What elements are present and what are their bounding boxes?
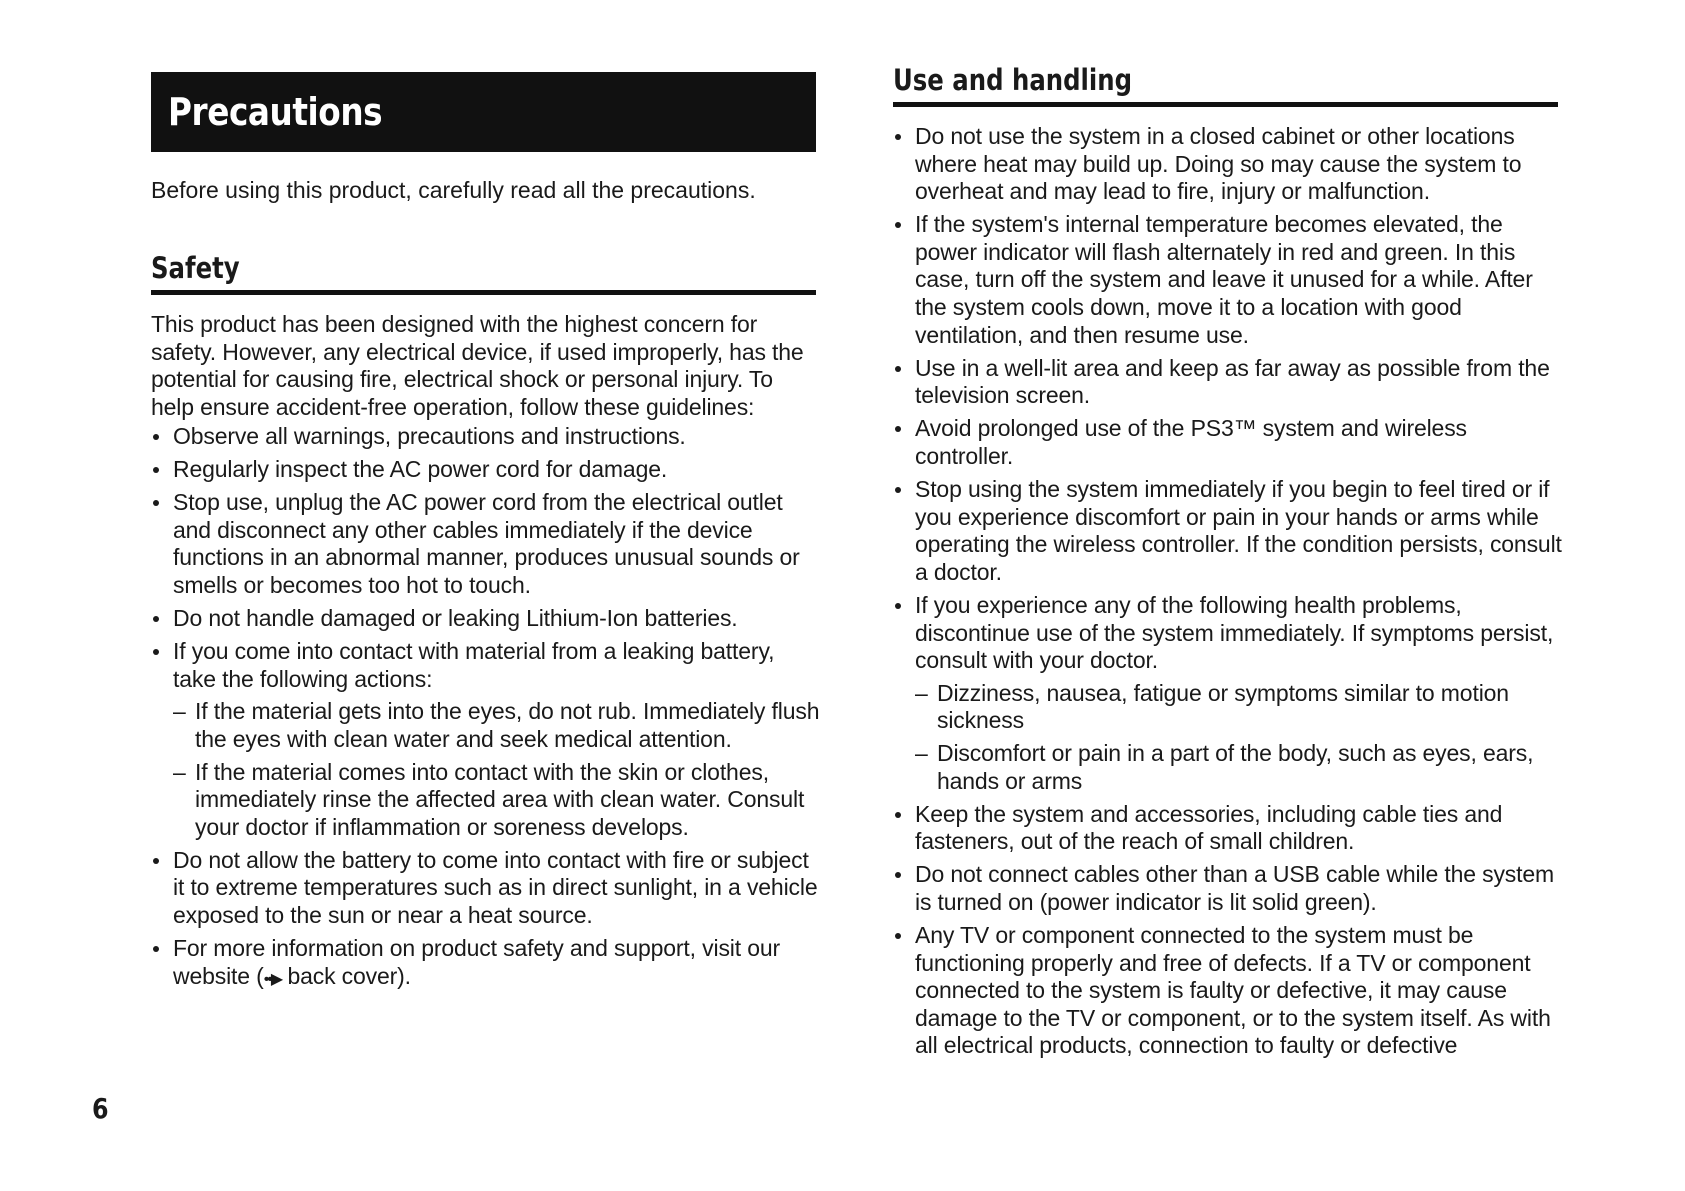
website-text-prefix: For more information on product safety and support, visit our website ( xyxy=(173,935,781,989)
list-item: Stop using the system immediately if you begin to feel tired or if you experience discomfort or pain in your hands or arms while operating the wireless controller. If the condition persists, consult a doctor. xyxy=(893,476,1565,586)
page-intro: Before using this product, carefully read all the precautions. xyxy=(151,177,756,203)
sub-list-item: – If the material gets into the eyes, do not rub. Immediately flush the eyes with clean water and seek medical attention. xyxy=(173,698,823,753)
list-item: Observe all warnings, precautions and instructions. xyxy=(151,423,823,451)
list-item: Use in a well-lit area and keep as far away as possible from the television screen. xyxy=(893,355,1565,410)
safety-heading: Safety xyxy=(151,251,240,285)
use-handling-section-header xyxy=(893,62,1558,107)
list-item: Do not use the system in a closed cabinet or other locations where heat may build up. Doing so may cause the system to overheat and may lead to fire, injury or malfunction. xyxy=(893,123,1565,206)
arrow-right-icon: ••▶ xyxy=(263,970,282,988)
safety-intro: This product has been designed with the highest concern for safety. However, any electrical device, if used improperly, has the potential for causing fire, electrical shock or personal injury. To help ensure accident-free operation, follow these guidelines: xyxy=(151,311,804,420)
use-handling-heading: Use and handling xyxy=(893,63,1133,97)
page-number: 6 xyxy=(92,1092,109,1125)
list-item xyxy=(893,592,1565,795)
sub-list-item: – If the material comes into contact with the skin or clothes, immediately rinse the affected area with clean water. Consult your doctor if inflammation or soreness develops. xyxy=(173,759,823,842)
use-handling-list xyxy=(893,123,1565,1066)
list-item xyxy=(151,935,823,993)
list-item: If the system's internal temperature becomes elevated, the power indicator will flash alternately in red and green. In this case, turn off the system and leave it unused for a while. After the system cools down, move it to a location with good ventilation, and then resume use. xyxy=(893,211,1565,349)
list-item: Do not allow the battery to come into contact with fire or subject it to extreme temperatures such as in direct sunlight, in a vehicle exposed to the sun or near a heat source. xyxy=(151,847,823,930)
list-item: Do not handle damaged or leaking Lithium-Ion batteries. xyxy=(151,605,823,633)
list-item: Any TV or component connected to the system must be functioning properly and free of defects. If a TV or component connected to the system is faulty or defective, it may cause damage to the TV or component, or to the system itself. As with all electrical products, connection to faulty or defective xyxy=(893,922,1565,1060)
list-item-text: If you experience any of the following health problems, discontinue use of the system immediately. If symptoms persist, consult with your doctor. xyxy=(915,592,1554,674)
list-item: Keep the system and accessories, including cable ties and fasteners, out of the reach of small children. xyxy=(893,801,1565,856)
health-problems-list xyxy=(915,680,1565,795)
battery-actions-list xyxy=(173,698,823,841)
sub-list-item: – Dizziness, nausea, fatigue or symptoms similar to motion sickness xyxy=(915,680,1565,735)
list-item-text: If you come into contact with material from a leaking battery, take the following actions: xyxy=(173,638,775,692)
safety-section-header xyxy=(151,250,816,295)
safety-list xyxy=(151,423,823,999)
list-item: Avoid prolonged use of the PS3™ system and wireless controller. xyxy=(893,415,1565,470)
list-item: Do not connect cables other than a USB cable while the system is turned on (power indicator is lit solid green). xyxy=(893,861,1565,916)
page-title: Precautions xyxy=(168,90,383,134)
list-item: Regularly inspect the AC power cord for damage. xyxy=(151,456,823,484)
page-title-bar xyxy=(151,72,816,152)
sub-list-item: – Discomfort or pain in a part of the body, such as eyes, ears, hands or arms xyxy=(915,740,1565,795)
website-text-suffix: back cover). xyxy=(281,962,411,989)
list-item: Stop use, unplug the AC power cord from the electrical outlet and disconnect any other cables immediately if the device functions in an abnormal manner, produces unusual sounds or smells or becomes too hot to touch. xyxy=(151,489,823,599)
list-item xyxy=(151,638,823,841)
